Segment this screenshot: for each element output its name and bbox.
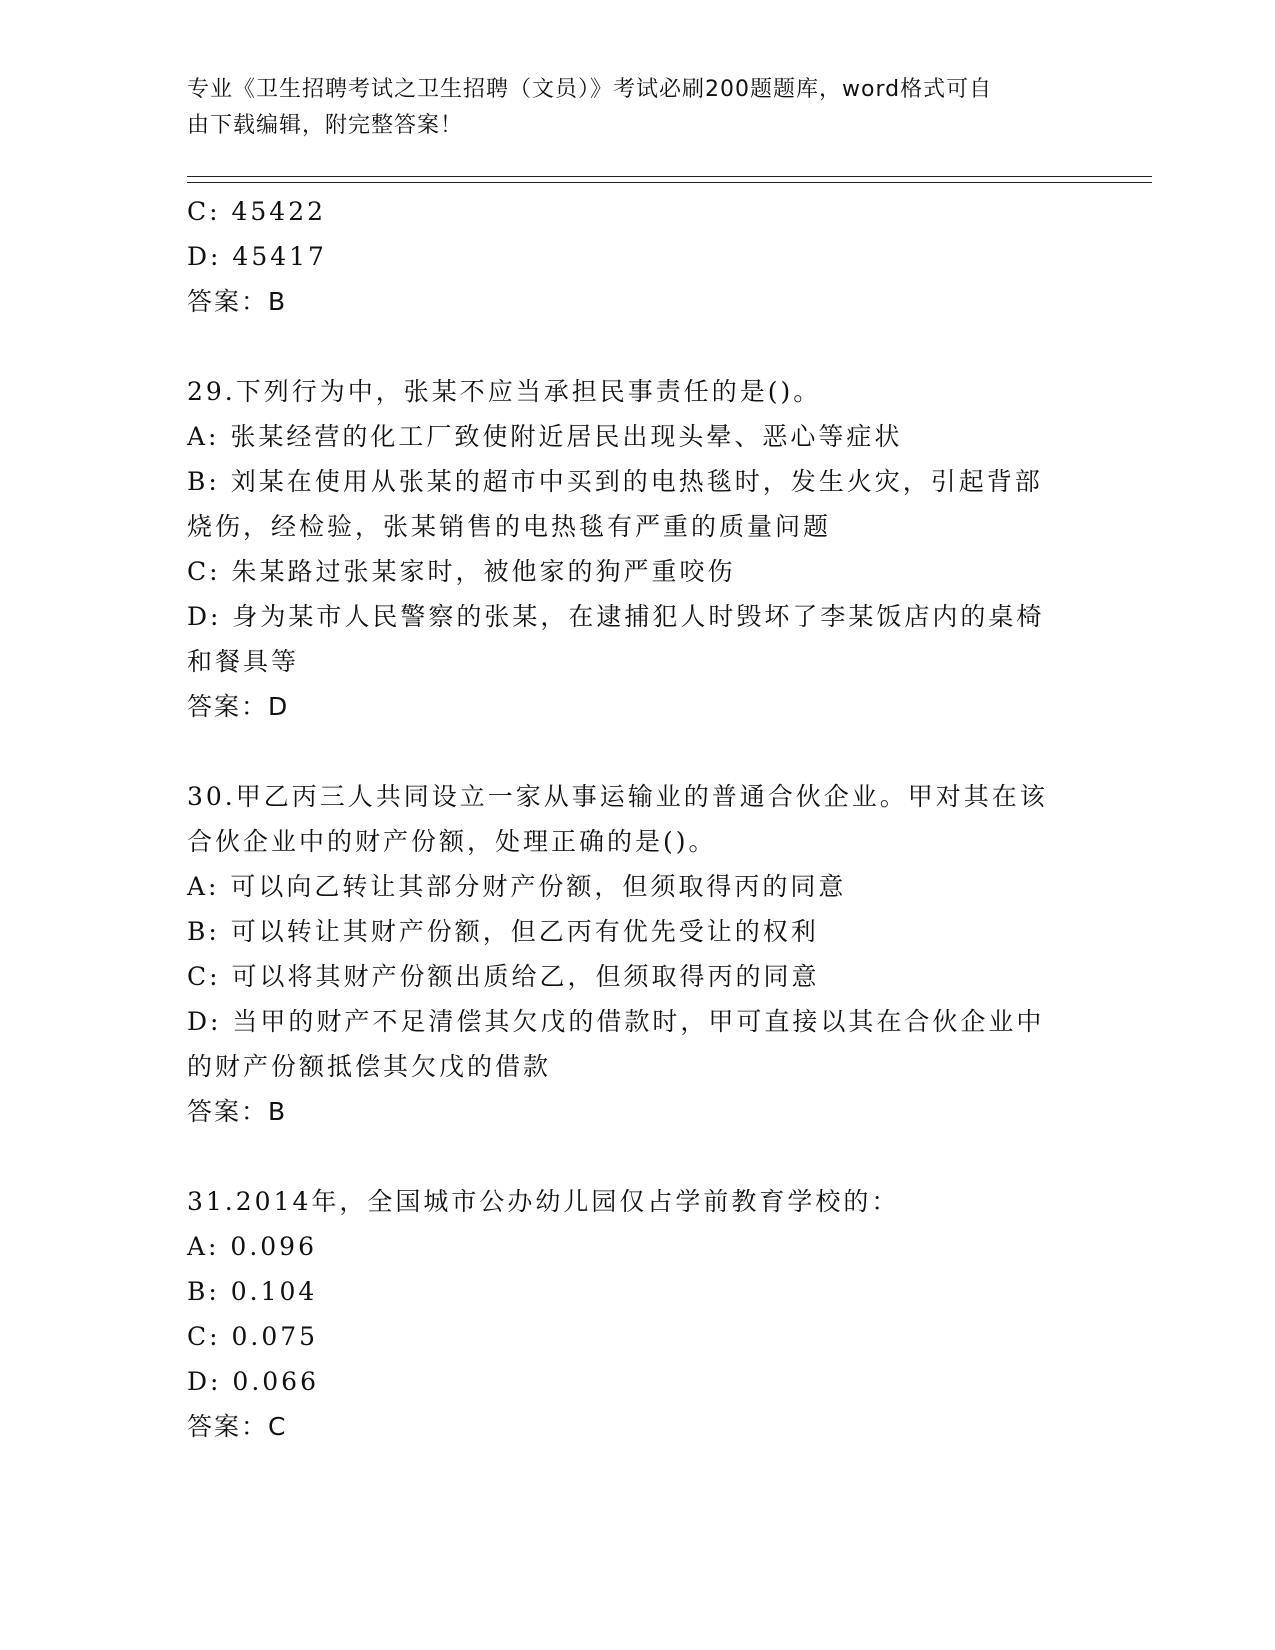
header-rule-top — [187, 176, 1152, 177]
option-b-continued: 烧伤，经检验，张某销售的电热毯有严重的质量问题 — [187, 512, 832, 541]
option-b: B: 刘某在使用从张某的超市中买到的电热毯时，发生火灾，引起背部 — [187, 467, 1043, 496]
answer: 答案：B — [187, 1097, 288, 1126]
answer: 答案：D — [187, 692, 290, 721]
option-c: C: 可以将其财产份额出质给乙，但须取得丙的同意 — [187, 962, 820, 991]
question-list — [187, 189, 1087, 1449]
answer: 答案：C — [187, 1412, 288, 1441]
question-stem: 30.甲乙丙三人共同设立一家从事运输业的普通合伙企业。甲对其在该 — [187, 782, 1048, 811]
option-d: D: 0.066 — [187, 1367, 319, 1396]
option-a: A: 张某经营的化工厂致使附近居民出现头晕、恶心等症状 — [187, 422, 903, 451]
option-d: D: 身为某市人民警察的张某，在逮捕犯人时毁坏了李某饭店内的桌椅 — [187, 602, 1045, 631]
question-stem-continued: 合伙企业中的财产份额，处理正确的是()。 — [187, 827, 717, 856]
question-29 — [187, 369, 1087, 729]
header-title-line-1: 专业《卫生招聘考试之卫生招聘（文员）》考试必刷200题题库，word格式可自 — [187, 77, 993, 102]
option-c: C: 0.075 — [187, 1322, 319, 1351]
question-31 — [187, 1179, 1087, 1449]
answer: 答案：B — [187, 287, 288, 316]
option-a: A: 0.096 — [187, 1232, 317, 1261]
option-d: D: 当甲的财产不足清偿其欠戊的借款时，甲可直接以其在合伙企业中 — [187, 1007, 1045, 1036]
spacer — [187, 729, 1087, 774]
question-stem: 31.2014年，全国城市公办幼儿园仅占学前教育学校的： — [187, 1187, 900, 1216]
option-d: D: 45417 — [187, 242, 327, 271]
spacer — [187, 324, 1087, 369]
question-30 — [187, 774, 1087, 1134]
question-28-tail — [187, 189, 1087, 324]
option-c: C: 朱某路过张某家时，被他家的狗严重咬伤 — [187, 557, 736, 586]
spacer — [187, 1134, 1087, 1179]
question-stem: 29.下列行为中，张某不应当承担民事责任的是()。 — [187, 377, 822, 406]
option-d-continued: 和餐具等 — [187, 647, 300, 676]
option-c: C: 45422 — [187, 197, 327, 226]
option-a: A: 可以向乙转让其部分财产份额，但须取得丙的同意 — [187, 872, 847, 901]
option-d-continued: 的财产份额抵偿其欠戊的借款 — [187, 1052, 552, 1081]
option-b: B: 可以转让其财产份额，但乙丙有优先受让的权利 — [187, 917, 819, 946]
header-rule-bottom — [187, 182, 1152, 183]
document-header — [187, 72, 1077, 144]
option-b: B: 0.104 — [187, 1277, 318, 1306]
header-title-line-2: 由下载编辑，附完整答案！ — [187, 113, 464, 138]
